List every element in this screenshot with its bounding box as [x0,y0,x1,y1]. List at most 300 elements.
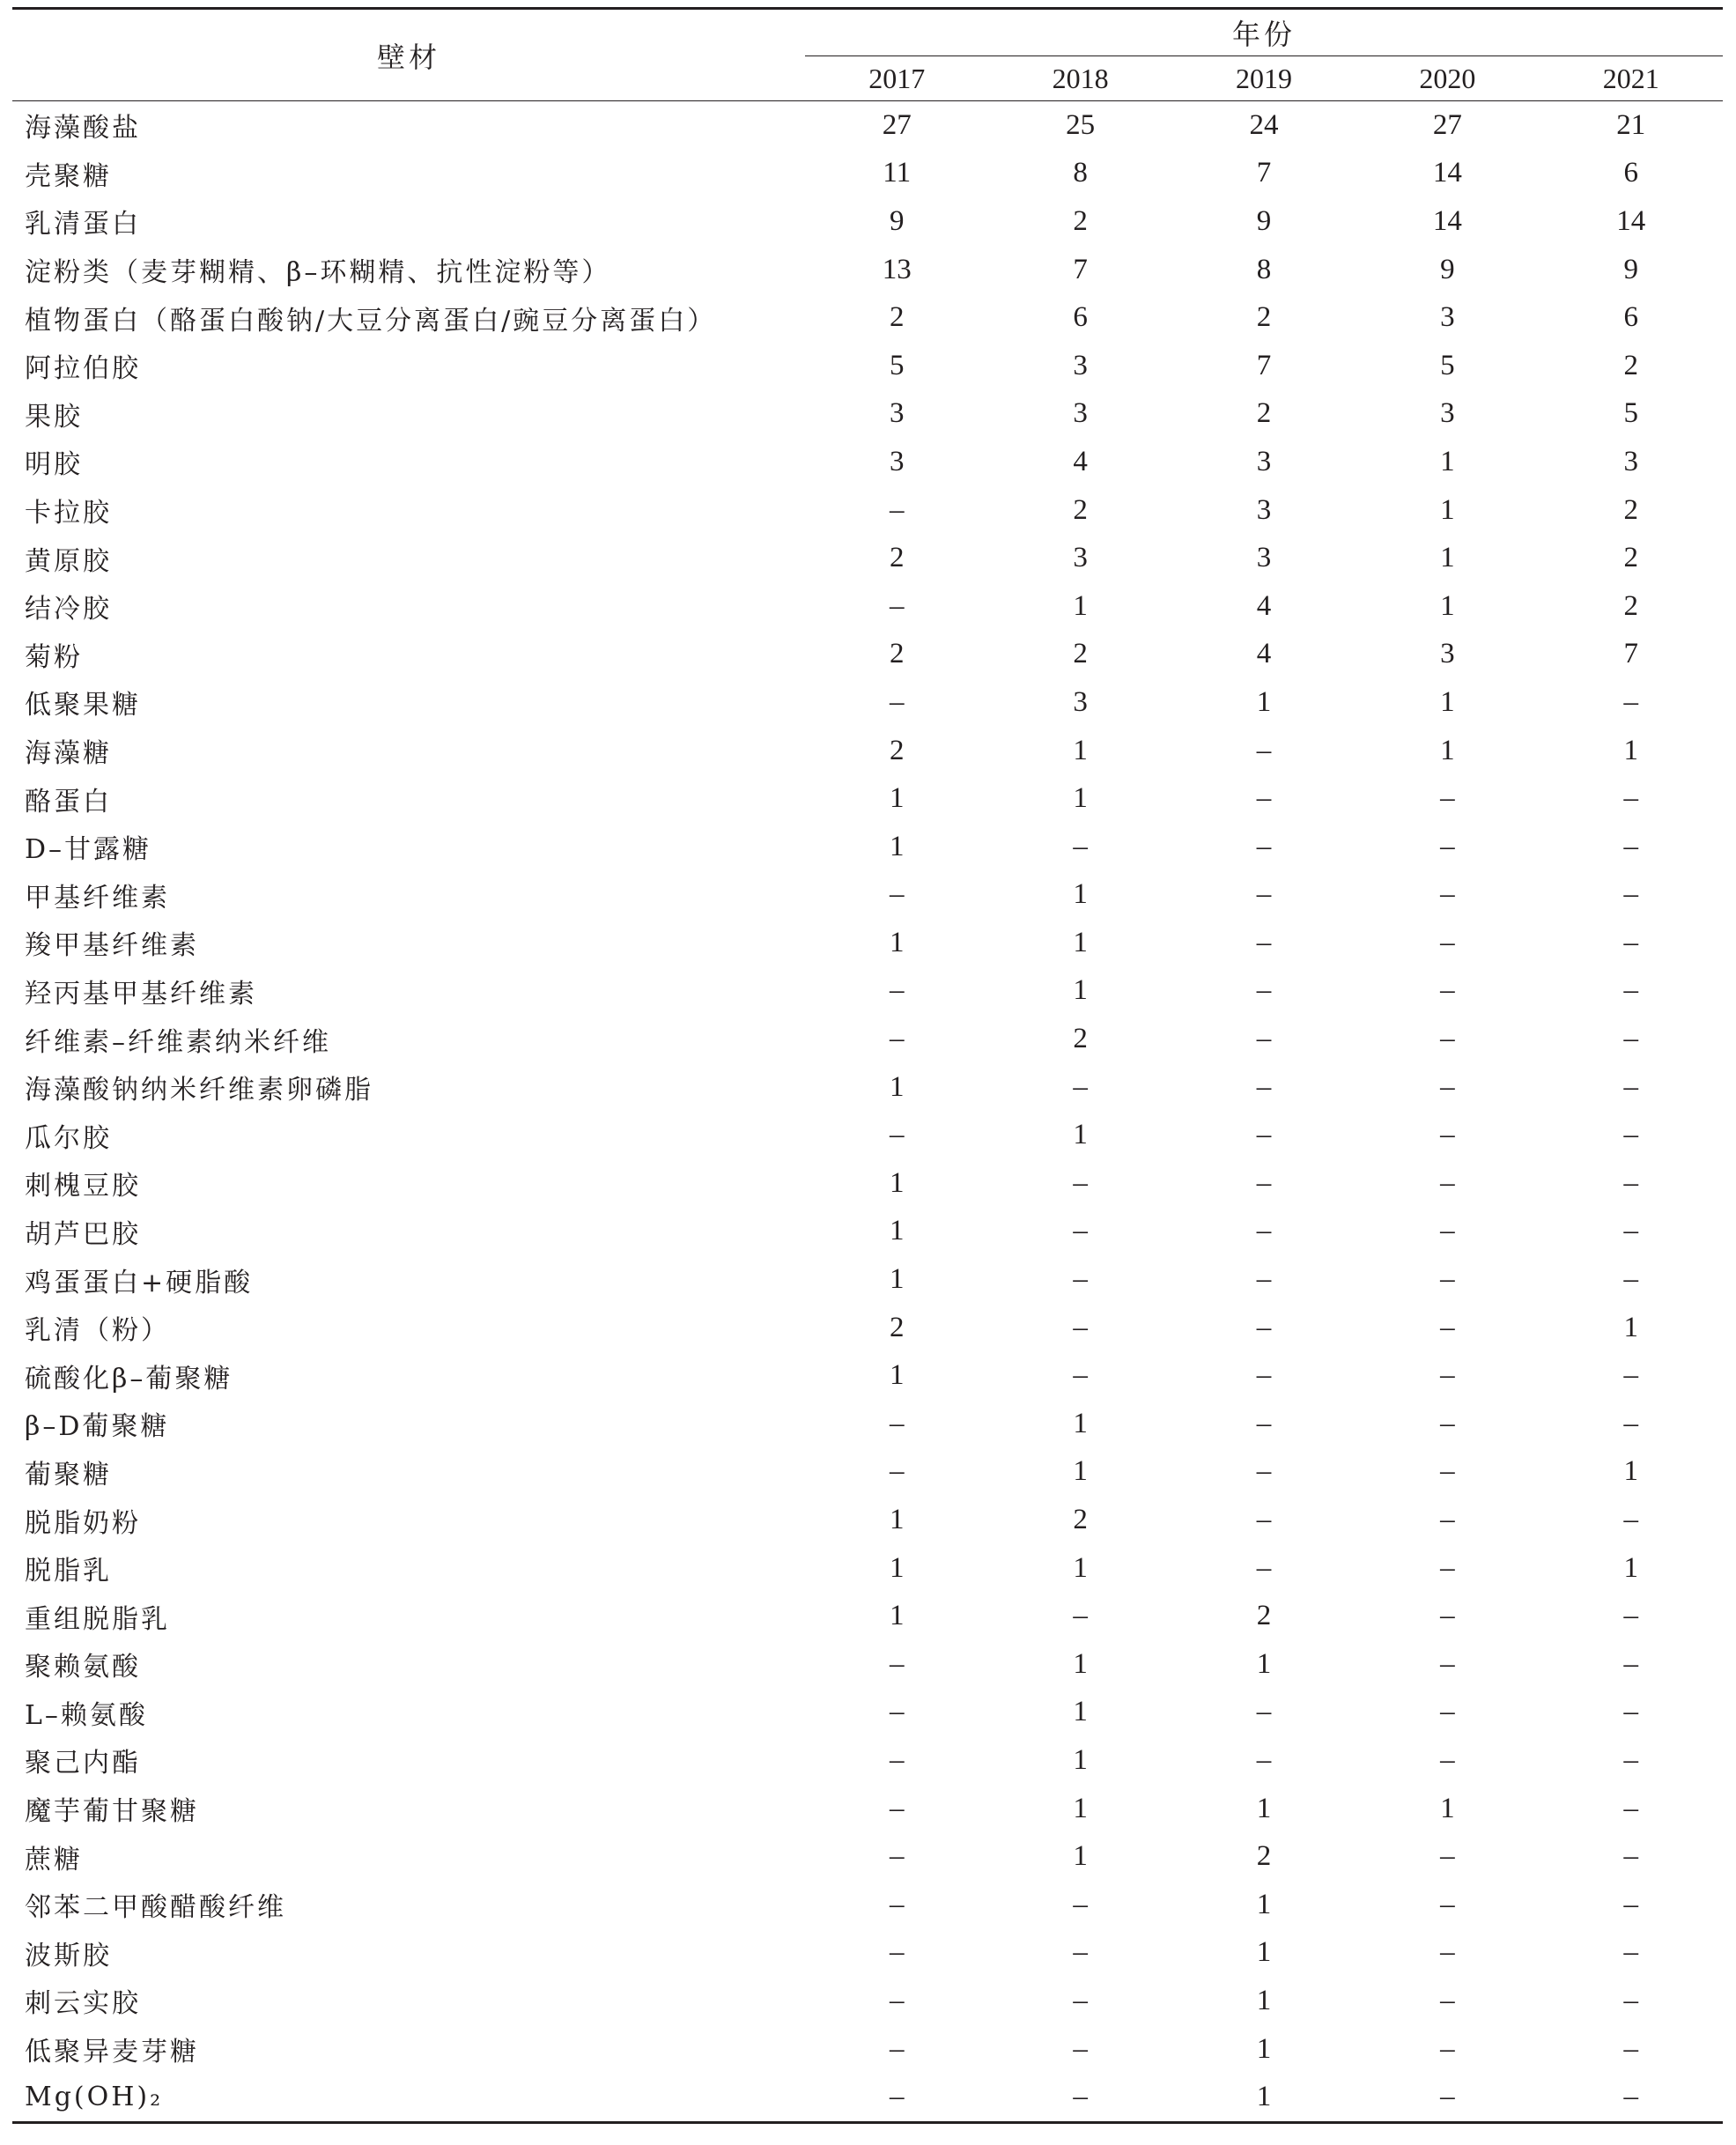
row-material-name: 植物蛋白（酪蛋白酸钠/大豆分离蛋白/豌豆分离蛋白） [25,305,717,337]
table-row [12,246,1723,294]
row-year-count: 2 [1256,1840,1272,1873]
row-year-count: – [1440,1984,1455,2016]
row-year-count: – [1256,1551,1272,1584]
header-year: 2018 [988,56,1171,101]
row-year-count: – [1623,1792,1639,1824]
table-row [12,774,1723,823]
row-year-count: – [1623,1984,1639,2016]
row-material-name: 葡聚糖 [25,1459,112,1490]
row-material-name: 纤维素–纤维素纳米纤维 [25,1026,331,1058]
row-year-count: 25 [1066,108,1096,141]
row-year-count: 2 [889,301,905,334]
row-year-count: – [1623,1840,1639,1873]
table-row [12,101,1723,150]
row-material-name: 刺槐豆胶 [25,1171,141,1202]
row-year-count: 1 [889,926,905,958]
row-year-count: 1 [1256,1936,1272,1969]
row-year-count: 1 [1073,878,1088,911]
header-year: 2021 [1540,56,1723,101]
header-wall-material: 壁材 [12,9,805,101]
row-year-count: 7 [1623,638,1639,670]
row-year-count: 3 [1073,542,1088,574]
row-year-count: – [1623,926,1639,958]
row-year-count: – [889,1119,905,1151]
row-year-count: – [1440,1551,1455,1584]
table-row [12,438,1723,486]
table-row [12,727,1723,775]
row-material-name: 鸡蛋蛋白+硬脂酸 [25,1267,254,1298]
row-year-count: – [1440,1743,1455,1776]
table-row [12,1400,1723,1448]
row-year-count: 1 [1073,1792,1088,1824]
row-year-count: 1 [1440,493,1455,526]
row-year-count: 2 [889,1311,905,1343]
row-year-count: 2 [1256,301,1272,334]
row-year-count: – [1623,685,1639,718]
row-material-name: 海藻酸盐 [25,113,141,144]
row-year-count: – [1073,1984,1088,2016]
table-row [12,1063,1723,1112]
row-material-name: 刺云实胶 [25,1988,141,2020]
row-year-count: 3 [1073,397,1088,430]
row-year-count: 1 [889,1359,905,1392]
table-row [12,1159,1723,1208]
row-year-count: – [1623,1600,1639,1632]
row-year-count: 1 [1440,685,1455,718]
row-year-count: – [1440,1359,1455,1392]
row-year-count: – [1440,1119,1455,1151]
row-year-count: – [1073,1888,1088,1920]
table-row [12,582,1723,631]
table-row [12,1448,1723,1497]
row-year-count: 1 [889,1215,905,1247]
row-material-name: 邻苯二甲酸醋酸纤维 [25,1892,286,1924]
row-year-count: – [1623,1696,1639,1728]
row-year-count: – [1623,1166,1639,1199]
row-year-count: – [1073,1936,1088,1969]
row-year-count: – [1256,1504,1272,1536]
row-year-count: 1 [1073,1551,1088,1584]
row-material-name: 低聚异麦芽糖 [25,2037,199,2068]
table-row [12,1111,1723,1159]
row-year-count: – [1623,1504,1639,1536]
row-year-count: – [889,1407,905,1439]
row-year-count: – [1623,1119,1639,1151]
row-year-count: – [1256,1311,1272,1343]
table-row [12,534,1723,582]
table-row [12,1689,1723,1737]
row-year-count: – [1440,1600,1455,1632]
table-row [12,1640,1723,1689]
row-year-count: 1 [889,1166,905,1199]
row-material-name: 明胶 [25,449,83,481]
row-year-count: – [889,1743,905,1776]
table-row [12,1351,1723,1400]
row-year-count: – [1440,926,1455,958]
row-material-name: 脱脂奶粉 [25,1507,141,1539]
row-material-name: 果胶 [25,401,83,433]
row-year-count: 5 [889,349,905,381]
row-year-count: – [1256,1455,1272,1488]
row-year-count: – [1440,1023,1455,1055]
row-year-count: – [1440,1263,1455,1296]
row-year-count: – [1256,1023,1272,1055]
row-year-count: – [1623,1023,1639,1055]
row-year-count: 2 [889,734,905,766]
row-year-count: 9 [1623,253,1639,285]
table-row [12,1015,1723,1063]
row-year-count: 1 [1073,734,1088,766]
row-year-count: 4 [1256,589,1272,622]
row-year-count: – [1073,1359,1088,1392]
row-year-count: 7 [1073,253,1088,285]
row-year-count: 3 [1440,397,1455,430]
header-year-group: 年份 [805,9,1723,56]
row-year-count: 1 [1623,734,1639,766]
row-year-count: – [1623,1647,1639,1680]
row-year-count: 9 [889,204,905,237]
row-material-name: 羧甲基纤维素 [25,930,199,962]
row-material-name: 海藻糖 [25,738,112,770]
header-year: 2019 [1172,56,1356,101]
row-year-count: – [889,1023,905,1055]
row-year-count: – [1256,1166,1272,1199]
row-year-count: – [1256,1263,1272,1296]
row-year-count: 24 [1249,108,1279,141]
row-year-count: – [1623,1215,1639,1247]
row-year-count: 1 [889,1600,905,1632]
row-material-name: 阿拉伯胶 [25,353,141,385]
row-year-count: – [1073,1166,1088,1199]
table-row [12,1977,1723,2025]
row-year-count: – [1623,782,1639,815]
row-year-count: 27 [882,108,912,141]
row-year-count: – [1073,830,1088,862]
row-year-count: 1 [1440,589,1455,622]
row-material-name: 乳清（粉） [25,1315,170,1347]
row-year-count: 2 [1073,204,1088,237]
header-year: 2017 [805,56,988,101]
row-year-count: 7 [1256,157,1272,189]
row-material-name: 壳聚糖 [25,160,112,192]
row-year-count: – [1540,2073,1723,2122]
header-year: 2020 [1356,56,1539,101]
row-year-count: 6 [1623,301,1639,334]
row-year-count: – [1440,1647,1455,1680]
row-year-count: – [1256,1070,1272,1103]
row-year-count: – [1256,878,1272,911]
row-year-count: – [1623,2032,1639,2065]
row-year-count: – [889,1792,905,1824]
row-year-count: – [889,1455,905,1488]
table-row [12,2025,1723,2074]
row-material-name: 聚己内酯 [25,1748,141,1779]
row-year-count: 1 [1073,1743,1088,1776]
row-year-count: – [1623,1936,1639,1969]
row-year-count: – [805,2073,988,2122]
row-material-name: 胡芦巴胶 [25,1218,141,1250]
table-row [12,486,1723,535]
row-year-count: 14 [1432,157,1462,189]
table-row [12,1496,1723,1544]
row-year-count: – [1256,1743,1272,1776]
row-year-count: – [1440,1070,1455,1103]
row-year-count: 2 [1073,1504,1088,1536]
row-year-count: – [1073,2032,1088,2065]
table-header [12,9,1723,101]
row-year-count: 2 [1256,1600,1272,1632]
row-year-count: – [889,2032,905,2065]
row-material-name: D–甘露糖 [25,834,152,866]
wall-material-table-container [12,7,1723,2124]
row-year-count: – [1256,734,1272,766]
row-year-count: – [1623,974,1639,1007]
row-year-count: – [1440,1888,1455,1920]
row-year-count: 6 [1073,301,1088,334]
row-year-count: – [1440,2032,1455,2065]
row-year-count: 1 [889,782,905,815]
row-year-count: 1 [1172,2073,1356,2122]
table-row [12,1785,1723,1833]
row-material-name: 脱脂乳 [25,1556,112,1587]
row-year-count: 2 [1623,349,1639,381]
row-year-count: 4 [1073,445,1088,477]
row-year-count: 2 [889,638,905,670]
row-year-count: 3 [1073,685,1088,718]
row-year-count: 1 [1440,445,1455,477]
row-year-count: – [1073,1311,1088,1343]
row-year-count: – [889,974,905,1007]
row-year-count: 1 [1073,1407,1088,1439]
row-year-count: 5 [1623,397,1639,430]
row-year-count: 1 [1256,2032,1272,2065]
row-year-count: 1 [1073,1696,1088,1728]
row-year-count: – [889,1936,905,1969]
table-row [12,1881,1723,1929]
row-year-count: 3 [889,397,905,430]
row-year-count: – [1623,1070,1639,1103]
row-year-count: 1 [889,1070,905,1103]
row-year-count: – [1073,1600,1088,1632]
row-year-count: 13 [882,253,912,285]
row-material-name: β–D葡聚糖 [25,1411,170,1443]
row-year-count: – [1440,974,1455,1007]
row-year-count: – [889,589,905,622]
table-row [12,871,1723,920]
row-material-name: 结冷胶 [25,594,112,625]
row-year-count: 1 [889,1551,905,1584]
row-year-count: – [889,493,905,526]
row-year-count: – [1256,830,1272,862]
row-year-count: – [1256,1407,1272,1439]
row-year-count: 1 [1073,589,1088,622]
row-year-count: 1 [1440,1792,1455,1824]
row-material-name: 海藻酸钠纳米纤维素卵磷脂 [25,1075,373,1106]
row-year-count: – [1440,1696,1455,1728]
row-year-count: – [1440,1311,1455,1343]
row-year-count: – [889,878,905,911]
row-material-name: 卡拉胶 [25,498,112,529]
row-year-count: – [1256,1215,1272,1247]
table-row [12,1208,1723,1256]
row-year-count: – [1623,1263,1639,1296]
row-year-count: 1 [1073,1647,1088,1680]
row-year-count: 3 [1256,542,1272,574]
row-year-count: 2 [1073,638,1088,670]
row-material-name: 蔗糖 [25,1844,83,1875]
row-year-count: 2 [1073,1023,1088,1055]
row-year-count: – [1623,830,1639,862]
row-year-count: 8 [1073,157,1088,189]
row-material-name: 瓜尔胶 [25,1122,112,1154]
row-year-count: – [1073,1215,1088,1247]
row-material-name: 聚赖氨酸 [25,1652,141,1683]
row-year-count: 1 [1073,782,1088,815]
row-material-name: 酪蛋白 [25,786,112,817]
row-year-count: – [1256,926,1272,958]
row-year-count: 3 [889,445,905,477]
row-year-count: 2 [1623,493,1639,526]
table-row [12,631,1723,679]
row-year-count: 3 [1256,493,1272,526]
table-row [12,293,1723,342]
row-year-count: – [1256,782,1272,815]
row-material-name: Mg(OH)₂ [12,2073,805,2122]
row-year-count: – [1440,782,1455,815]
row-material-name: 魔芋葡甘聚糖 [25,1796,199,1828]
row-year-count: 2 [1623,589,1639,622]
row-year-count: 1 [1623,1455,1639,1488]
table-row [12,1592,1723,1640]
row-year-count: 1 [1073,1840,1088,1873]
row-year-count: 1 [1440,734,1455,766]
row-year-count: 2 [1256,397,1272,430]
table-row [12,1304,1723,1352]
row-year-count: 14 [1432,204,1462,237]
row-year-count: 1 [1073,926,1088,958]
row-year-count: 1 [889,1504,905,1536]
row-year-count: – [1623,1359,1639,1392]
row-year-count: 5 [1440,349,1455,381]
row-year-count: 1 [1073,1119,1088,1151]
row-material-name: 淀粉类（麦芽糊精、β–环糊精、抗性淀粉等） [25,257,611,289]
row-year-count: 14 [1616,204,1646,237]
row-year-count: – [1256,1119,1272,1151]
row-year-count: 3 [1256,445,1272,477]
row-material-name: 硫酸化β–葡聚糖 [25,1363,233,1394]
table-row [12,823,1723,871]
row-year-count: 2 [889,542,905,574]
row-year-count: – [1073,1263,1088,1296]
row-year-count: – [1623,1407,1639,1439]
row-year-count: 1 [1073,974,1088,1007]
table-row [12,1544,1723,1593]
row-year-count: 6 [1623,157,1639,189]
row-year-count: 3 [1073,349,1088,381]
table-body [12,101,1723,2123]
row-year-count: – [889,1888,905,1920]
row-year-count: 7 [1256,349,1272,381]
row-material-name: 黄原胶 [25,545,112,577]
row-year-count: 27 [1432,108,1462,141]
wall-material-table [12,7,1723,2124]
row-year-count: 21 [1616,108,1646,141]
row-year-count: – [889,1984,905,2016]
row-year-count: 1 [1256,685,1272,718]
row-year-count: 1 [1256,1792,1272,1824]
row-material-name: 乳清蛋白 [25,209,141,240]
row-year-count: – [988,2073,1171,2122]
row-year-count: – [889,1840,905,1873]
row-year-count: 1 [1623,1311,1639,1343]
row-year-count: 1 [1256,1888,1272,1920]
row-material-name: 重组脱脂乳 [25,1603,170,1635]
row-year-count: 2 [1073,493,1088,526]
row-year-count: 1 [889,1263,905,1296]
table-row [12,2073,1723,2122]
row-year-count: – [1440,1215,1455,1247]
row-year-count: – [1440,1504,1455,1536]
row-year-count: 1 [889,830,905,862]
table-row [12,150,1723,198]
table-row [12,197,1723,246]
row-year-count: 1 [1440,542,1455,574]
row-year-count: 3 [1623,445,1639,477]
table-row [12,967,1723,1016]
table-row [12,678,1723,727]
table-row [12,1255,1723,1304]
row-material-name: 菊粉 [25,641,83,673]
row-year-count: – [1356,2073,1539,2122]
row-material-name: L–赖氨酸 [25,1699,148,1731]
row-year-count: – [1623,1888,1639,1920]
table-row [12,1929,1723,1978]
table-row [12,342,1723,390]
table-row [12,919,1723,967]
row-year-count: – [1623,1743,1639,1776]
row-year-count: 11 [883,157,912,189]
row-year-count: – [1440,1407,1455,1439]
row-year-count: – [1073,1070,1088,1103]
table-row [12,390,1723,439]
row-year-count: – [1440,1166,1455,1199]
table-row [12,1736,1723,1785]
row-year-count: 2 [1623,542,1639,574]
table-row [12,1832,1723,1881]
row-year-count: – [1440,878,1455,911]
row-year-count: 1 [1256,1984,1272,2016]
row-year-count: 1 [1623,1551,1639,1584]
row-year-count: – [1440,1840,1455,1873]
row-year-count: 9 [1256,204,1272,237]
row-material-name: 波斯胶 [25,1940,112,1971]
row-material-name: 甲基纤维素 [25,882,170,913]
row-year-count: 1 [1073,1455,1088,1488]
row-year-count: 4 [1256,638,1272,670]
row-year-count: – [1256,1359,1272,1392]
row-year-count: – [1440,830,1455,862]
row-year-count: 1 [1256,1647,1272,1680]
row-year-count: – [889,1696,905,1728]
row-year-count: – [1440,1936,1455,1969]
row-year-count: – [1256,1696,1272,1728]
row-year-count: 3 [1440,638,1455,670]
row-year-count: – [1623,878,1639,911]
row-year-count: – [889,685,905,718]
row-year-count: 9 [1440,253,1455,285]
row-year-count: – [1440,1455,1455,1488]
row-year-count: – [889,1647,905,1680]
